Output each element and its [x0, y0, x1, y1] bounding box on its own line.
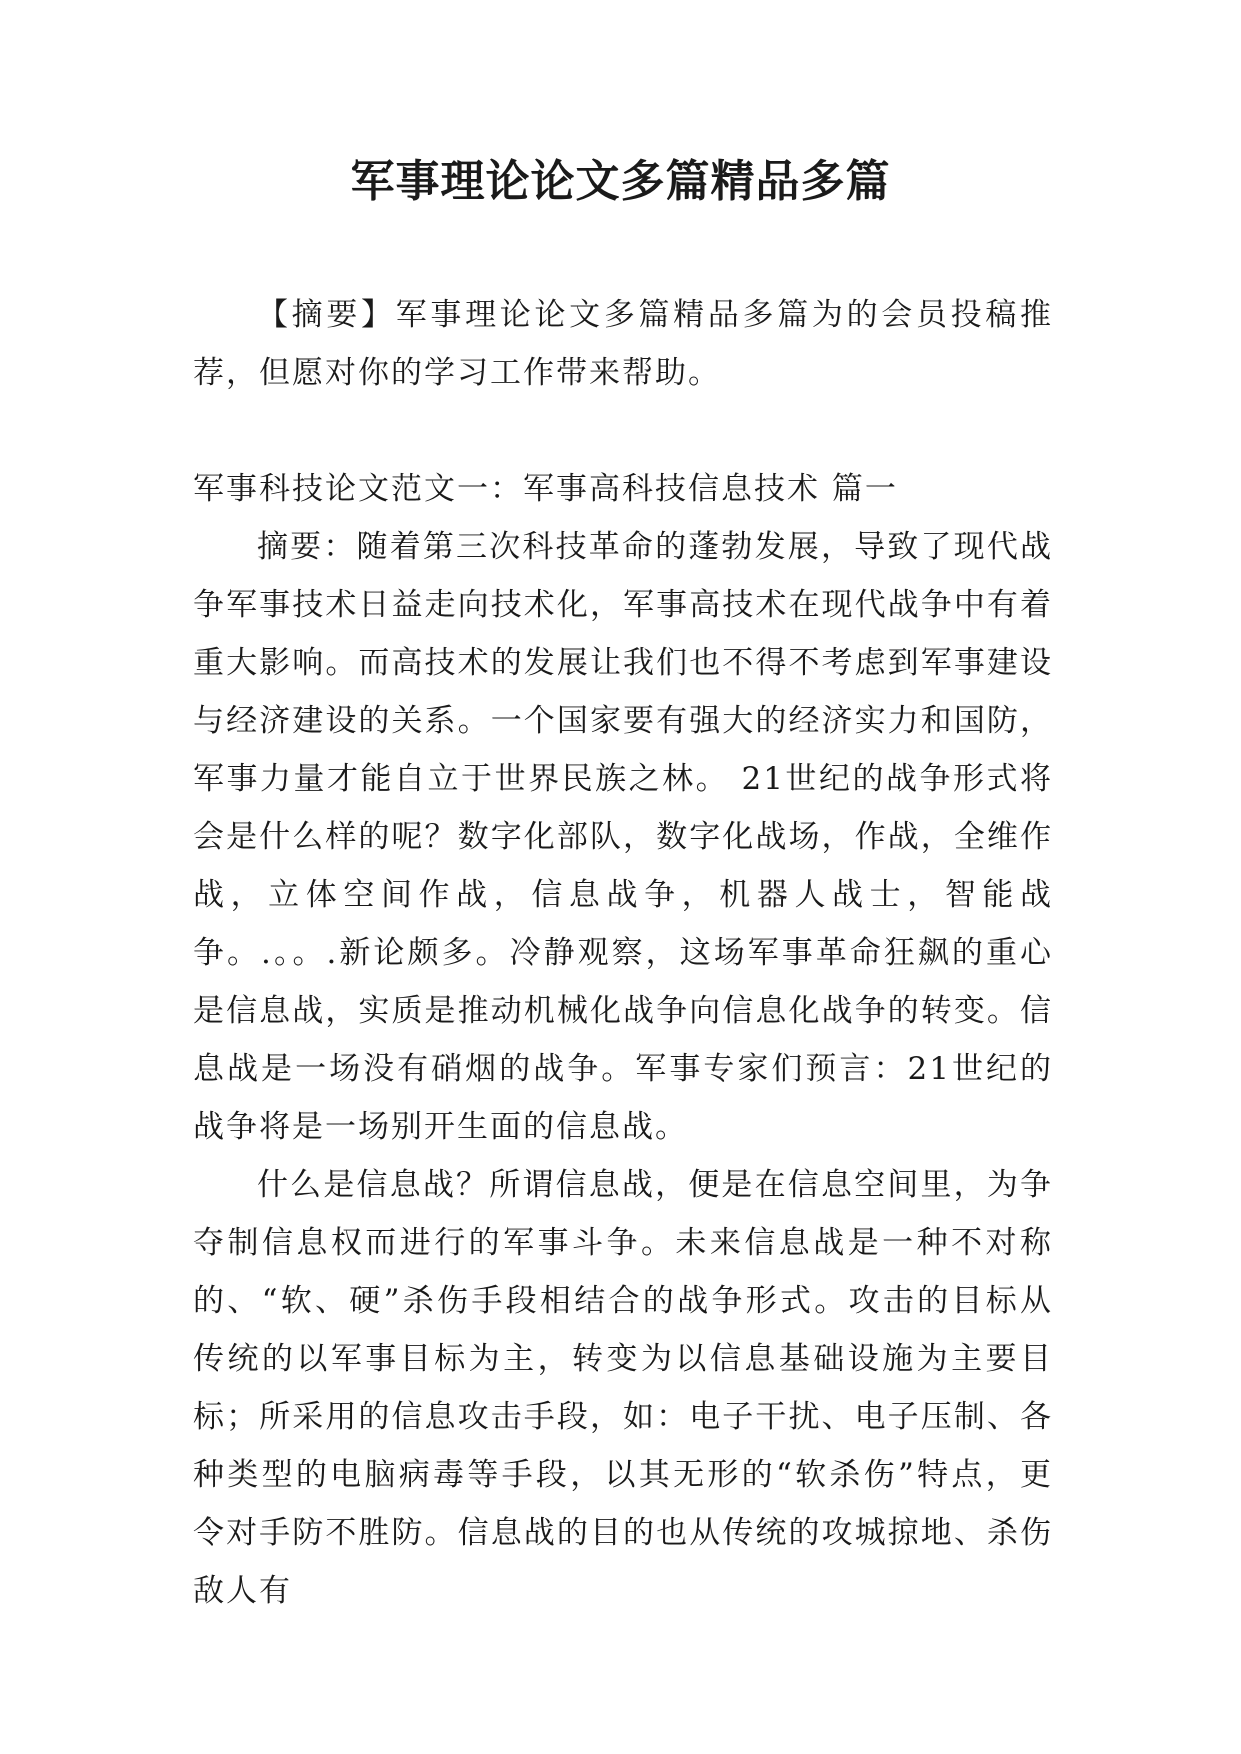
section-heading: 军事科技论文范文一：军事高科技信息技术 篇一: [193, 471, 898, 507]
document-title: 军事理论论文多篇精品多篇: [350, 156, 891, 207]
body-paragraph-1: 摘要：随着第三次科技革命的蓬勃发展，导致了现代战争军事技术日益走向技术化，军事高技术在现代战争中有着重大影响。而高技术的发展让我们也不得不考虑到军事建设与经济建设的关系。一个国家要有强大的经济实力和国防，军事力量才能自立于世界民族之林。 21世纪的战争形式将会是什么样的呢？数字化部队，数字化战场，作战，全维作战，立体空间作战，信息战争，机器人战士，智能战争。.。。.新论颇多。冷静观察，这场军事革命狂飙的重心是信息战，实质是推动机械化战争向信息化战争的转变。信息战是一场没有硝烟的战争。军事专家们预言：21世纪的战争将是一场别开生面的信息战。: [193, 529, 1053, 1145]
body-paragraph-2: 什么是信息战？所谓信息战，便是在信息空间里，为争夺制信息权而进行的军事斗争。未来信息战是一种不对称的、“软、硬”杀伤手段相结合的战争形式。攻击的目标从传统的以军事目标为主，转变为以信息基础设施为主要目标；所采用的信息攻击手段，如：电子干扰、电子压制、各种类型的电脑病毒等手段，以其无形的“软杀伤”特点，更令对手防不胜防。信息战的目的也从传统的攻城掠地、杀伤敌人有: [193, 1167, 1053, 1609]
document-body: [193, 286, 1053, 1620]
abstract-paragraph: 【摘要】军事理论论文多篇精品多篇为的会员投稿推荐，但愿对你的学习工作带来帮助。: [193, 297, 1053, 391]
